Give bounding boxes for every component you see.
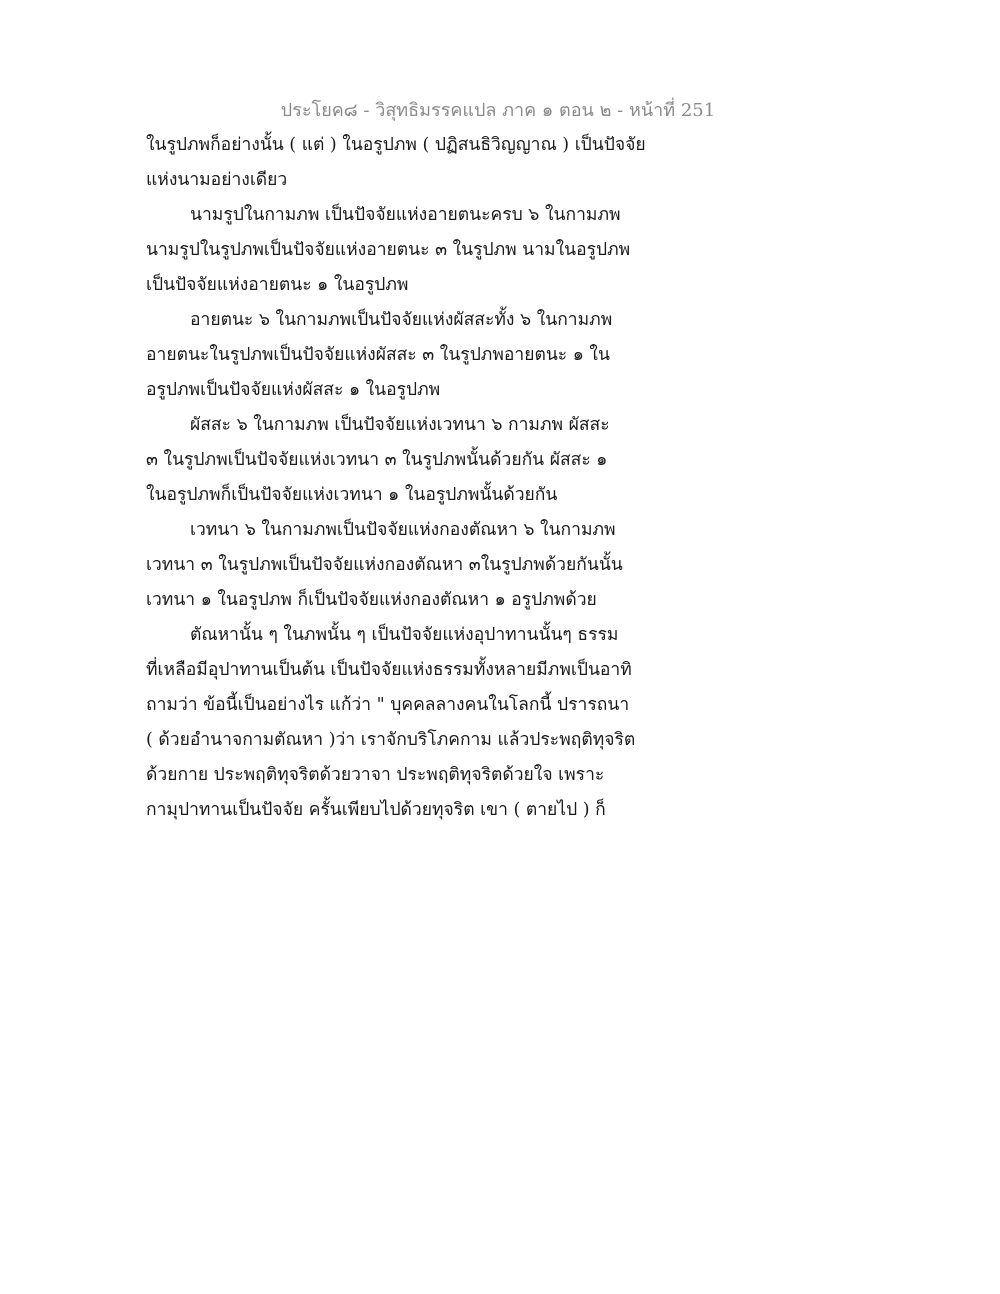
text-line: ในอรูปภพก็เป็นปัจจัยแห่งเวทนา ๑ ในอรูปภพนั้นด้วยกัน [146, 485, 558, 505]
text-line: อายตนะ ๖ ในกามภพเป็นปัจจัยแห่งผัสสะทั้ง ๖ ในกามภพ [190, 310, 613, 330]
text-line: ผัสสะ ๖ ในกามภพ เป็นปัจจัยแห่งเวทนา ๖ กามภพ ผัสสะ [190, 415, 610, 435]
text-line: ด้วยกาย ประพฤติทุจริตด้วยวาจา ประพฤติทุจริตด้วยใจ เพราะ [146, 765, 605, 785]
text-line: อายตนะในรูปภพเป็นปัจจัยแห่งผัสสะ ๓ ในรูปภพอายตนะ ๑ ใน [146, 345, 610, 365]
text-line: ตัณหานั้น ๆ ในภพนั้น ๆ เป็นปัจจัยแห่งอุปาทานนั้นๆ ธรรม [190, 625, 619, 645]
text-line: นามรูปในกามภพ เป็นปัจจัยแห่งอายตนะครบ ๖ ในกามภพ [190, 205, 621, 225]
text-line: กามุปาทานเป็นปัจจัย ครั้นเพียบไปด้วยทุจริต เขา ( ตายไป ) ก็ [146, 800, 606, 820]
text-line: ( ด้วยอำนาจกามตัณหา )ว่า เราจักบริโภคกาม แล้วประพฤติทุจริต [146, 730, 636, 750]
text-line: ๓ ในรูปภพเป็นปัจจัยแห่งเวทนา ๓ ในรูปภพนั้นด้วยกัน ผัสสะ ๑ [146, 450, 608, 470]
text-line: เวทนา ๓ ในรูปภพเป็นปัจจัยแห่งกองตัณหา ๓ในรูปภพด้วยกันนั้น [146, 555, 623, 575]
text-line: เวทนา ๖ ในกามภพเป็นปัจจัยแห่งกองตัณหา ๖ ในกามภพ [190, 520, 616, 540]
text-line: นามรูปในรูปภพเป็นปัจจัยแห่งอายตนะ ๓ ในรูปภพ นามในอรูปภพ [146, 240, 631, 260]
text-line: แห่งนามอย่างเดียว [146, 170, 288, 190]
page-header: ประโยค๘ - วิสุทธิมรรคแปล ภาค ๑ ตอน ๒ - หน้าที่ 251 [280, 100, 716, 121]
body-text [146, 128, 666, 828]
text-line: เป็นปัจจัยแห่งอายตนะ ๑ ในอรูปภพ [146, 275, 409, 295]
text-line: เวทนา ๑ ในอรูปภพ ก็เป็นปัจจัยแห่งกองตัณหา ๑ อรูปภพด้วย [146, 590, 597, 610]
text-line: อรูปภพเป็นปัจจัยแห่งผัสสะ ๑ ในอรูปภพ [146, 380, 441, 400]
text-line: ถามว่า ข้อนี้เป็นอย่างไร แก้ว่า " บุคคลลางคนในโลกนี้ ปรารถนา [146, 695, 630, 715]
text-line: ในรูปภพก็อย่างนั้น ( แต่ ) ในอรูปภพ ( ปฏิสนธิวิญญาณ ) เป็นปัจจัย [146, 135, 646, 155]
text-line: ที่เหลือมีอุปาทานเป็นต้น เป็นปัจจัยแห่งธรรมทั้งหลายมีภพเป็นอาทิ [146, 660, 632, 680]
